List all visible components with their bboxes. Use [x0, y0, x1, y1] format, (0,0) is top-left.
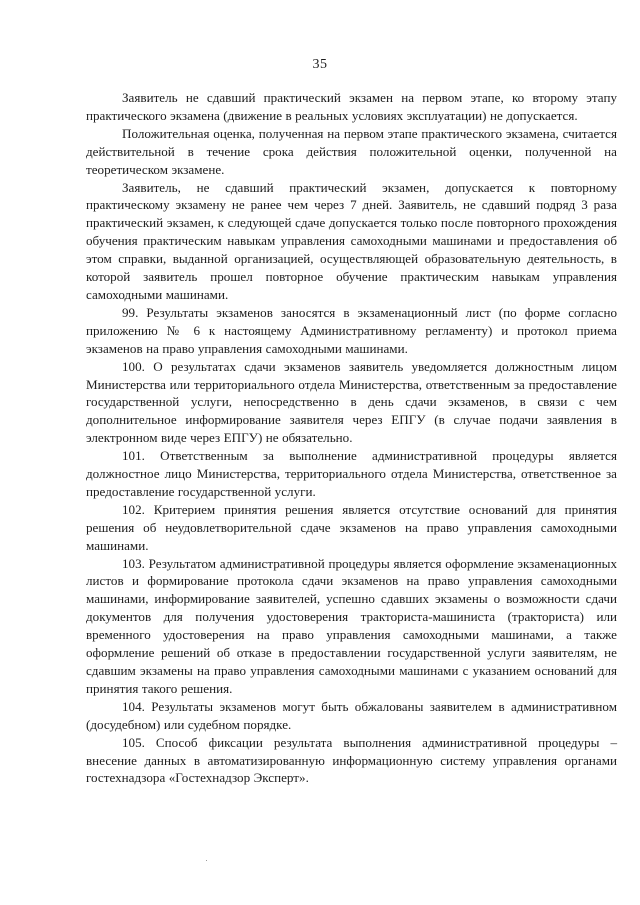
paragraph-99-exam-results: 99. Результаты экзаменов заносятся в экзаменационный лист (по форме согласно приложению № 6 к настоящему Административному регламенту) и протокол приема экзаменов на право управления самоходными машинами.: [86, 304, 617, 356]
paragraph-102-criterion: 102. Критерием принятия решения является отсутствие оснований для принятия решения об неудовлетворительной сдаче экзаменов на право управления самоходными машинами.: [86, 501, 617, 553]
paragraph-repeat-exam: Заявитель, не сдавший практический экзамен, допускается к повторному практическому экзамену не ранее чем через 7 дней. Заявитель, не сдавший подряд 3 раза практический экзамен, к следующей сдаче допускается только после повторного прохождения обучения практическим навыкам управления самоходными машинами и предоставления об этом справки, выданной организацией, осуществляющей образовательную деятельность, в которой заявитель прошел повторное обучение практическим навыкам управления самоходными машинами.: [86, 179, 617, 302]
paragraph-100-notification: 100. О результатах сдачи экзаменов заявитель уведомляется должностным лицом Министерства или территориального отдела Министерства, ответственным за предоставление государственной услуги, непосредственно в день сдачи экзаменов, в связи с чем дополнительное информирование заявителя через ЕПГУ (в случае подачи заявления в электронном виде через ЕПГУ) не обязательно.: [86, 358, 617, 446]
paragraph-positive-assessment: Положительная оценка, полученная на первом этапе практического экзамена, считается действительной в течение срока действия положительной оценки, полученной на теоретическом экзамене.: [86, 125, 617, 177]
document-body: [86, 89, 617, 787]
scan-speck: [206, 860, 207, 861]
paragraph-105-recording: 105. Способ фиксации результата выполнения административной процедуры – внесение данных в автоматизированную информационную систему управления органами гостехнадзора «Гостехнадзор Эксперт».: [86, 734, 617, 786]
paragraph-103-result: 103. Результатом административной процедуры является оформление экзаменационных листов и формирование протокола сдачи экзаменов на право управления самоходными машинами, информирование заявителей, успешно сдавших экзамены о возможности сдачи документов для получения удостоверения тракториста-машиниста (тракториста) или временного удостоверения на право управления самоходными машинами, а также оформление решений об отказе в предоставлении государственной услуги заявителям, не сдавшим экзамены на право управления самоходными машинами с указанием оснований для принятия такого решения.: [86, 555, 617, 696]
paragraph-104-appeal: 104. Результаты экзаменов могут быть обжалованы заявителем в административном (досудебном) или судебном порядке.: [86, 698, 617, 732]
paragraph-practical-exam-second-stage: Заявитель не сдавший практический экзамен на первом этапе, ко второму этапу практического экзамена (движение в реальных условиях эксплуатации) не допускается.: [86, 90, 617, 123]
paragraph-101-responsible: 101. Ответственным за выполнение административной процедуры является должностное лицо Министерства, территориального отдела Министерства, ответственное за предоставление государственной услуги.: [86, 448, 617, 499]
page-number: 35: [312, 57, 328, 72]
